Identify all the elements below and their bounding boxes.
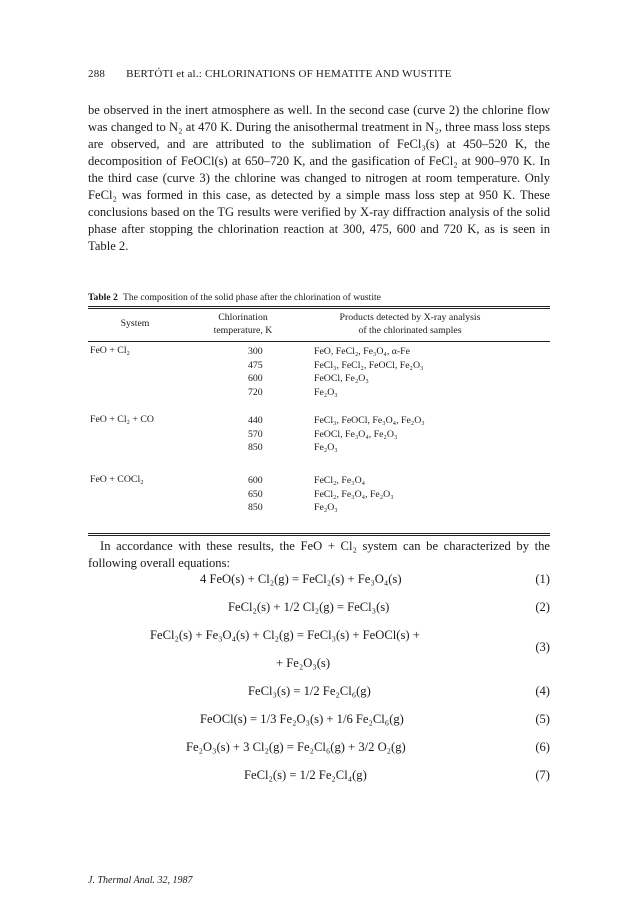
page-number: 288 (88, 68, 106, 80)
table-bottom-rule-2 (88, 535, 550, 536)
equation-number: (3) (535, 640, 550, 654)
table-row-system: FeO + COCl₂ (90, 474, 144, 485)
body-paragraph-1: be observed in the inert atmosphere as well. In the second case (curve 2) the chlorine flow was changed to N₂ at 470 K. During the anisothermal treatment in N₂, three mass loss steps are observed, and are attributed to the sublimation of FeCl₃(s) at 450–520 K, the decomposition of FeOCl(s) at 650–720 K, and the gasification of FeCl₂ at 900–970 K. In the third case (curve 3) the chlorine was changed to nitrogen at room temperature. Only FeCl₂ was formed in this case, as detected by a simple mass loss step at 950 K. These conclusions based on the TG results were verified by X-ray diffraction analysis of the solid phase after stopping the chlorination reaction at 300, 475, 600 and 720 K, as is seen in Table 2. (88, 103, 550, 253)
equation-text: FeOCl(s) = 1/3 Fe₂O₃(s) + 1/6 Fe₂Cl₆(g) (200, 712, 404, 726)
equation-5 (88, 712, 550, 730)
temp-cell: 650 (248, 488, 263, 500)
equation-text: 4 FeO(s) + Cl₂(g) = FeCl₂(s) + Fe₃O₄(s) (200, 572, 402, 586)
equation-number: (4) (535, 684, 550, 698)
temp-cell: 300 (248, 346, 263, 357)
product-cell: FeOCl, Fe₂O₃ (314, 373, 369, 385)
product-cell: FeO, FeCl₂, Fe₃O₄, α-Fe (314, 346, 410, 357)
product-cell-group (314, 345, 423, 399)
temp-cell: 440 (248, 415, 263, 426)
equation-number: (6) (535, 740, 550, 754)
temp-cell: 570 (248, 428, 263, 440)
header-temperature: Chlorination temperature, K (213, 312, 273, 336)
temp-cell: 600 (248, 475, 263, 486)
temp-cell: 475 (248, 359, 263, 371)
equation-text: FeCl₂(s) + 1/2 Cl₂(g) = FeCl₃(s) (228, 600, 390, 614)
equation-1 (88, 572, 550, 590)
product-cell: Fe₂O₃ (314, 502, 338, 514)
equation-2 (88, 600, 550, 618)
table-header-rule (88, 341, 550, 342)
equation-number: (5) (535, 712, 550, 726)
equation-6 (88, 740, 550, 758)
table-caption-text: The composition of the solid phase after the chlorination of wustite (123, 292, 381, 303)
product-cell: FeOCl, Fe₃O₄, Fe₂O₃ (314, 428, 398, 440)
temp-cell-group (248, 414, 263, 455)
journal-footer: J. Thermal Anal. 32, 1987 (88, 875, 193, 886)
product-cell: FeCl₂, Fe₃O₄ (314, 475, 366, 486)
temp-cell: 850 (248, 502, 263, 514)
table-bottom-rule (88, 533, 550, 534)
equation-number: (7) (535, 768, 550, 782)
product-cell: Fe₂O₃ (314, 386, 338, 398)
running-title: BERTÓTI et al.: CHLORINATIONS OF HEMATITE AND WUSTITE (126, 68, 452, 80)
product-cell: FeCl₂, Fe₃O₄, Fe₂O₃ (314, 488, 394, 500)
equation-text: Fe₂O₃(s) + 3 Cl₂(g) = Fe₂Cl₆(g) + 3/2 O₂(g) (186, 740, 406, 754)
table-row-system: FeO + Cl₂ + CO (90, 414, 155, 425)
product-cell: FeCl₃, FeCl₂, FeOCl, Fe₂O₃ (314, 359, 424, 371)
temp-cell-group (248, 345, 263, 399)
equation-text: FeCl₂(s) + Fe₃O₄(s) + Cl₂(g) = FeCl₃(s) + FeOCl(s) + (150, 628, 420, 642)
table-row-system: FeO + Cl₂ (90, 345, 130, 356)
equation-text: + Fe₂O₃(s) (276, 656, 331, 670)
running-header (88, 68, 452, 80)
temp-cell: 600 (248, 373, 263, 385)
equation-4 (88, 684, 550, 702)
equation-7 (88, 768, 550, 786)
product-cell: FeCl₃, FeOCl, Fe₃O₄, Fe₂O₃ (314, 415, 425, 426)
table-top-rule (88, 306, 550, 307)
equation-text: FeCl₃(s) = 1/2 Fe₂Cl₆(g) (248, 684, 371, 698)
temp-cell: 720 (248, 386, 263, 398)
product-cell-group (314, 414, 425, 455)
temp-cell-group (248, 474, 263, 515)
product-cell: Fe₂O₃ (314, 442, 338, 454)
equation-number: (1) (535, 572, 550, 586)
table-label: Table 2 (88, 292, 118, 303)
table-top-rule-2 (88, 308, 550, 309)
table-caption (88, 292, 381, 303)
product-cell-group (314, 474, 394, 515)
equation-text: FeCl₂(s) = 1/2 Fe₂Cl₄(g) (244, 768, 367, 782)
body-paragraph-2: In accordance with these results, the FeO + Cl₂ system can be characterized by the following overall equations: (88, 539, 550, 570)
header-system: System (120, 318, 150, 329)
equation-number: (2) (535, 600, 550, 614)
equation-3-continuation (88, 656, 550, 674)
header-products: Products detected by X-ray analysis of the chlorinated samples (339, 312, 481, 336)
temp-cell: 850 (248, 442, 263, 454)
